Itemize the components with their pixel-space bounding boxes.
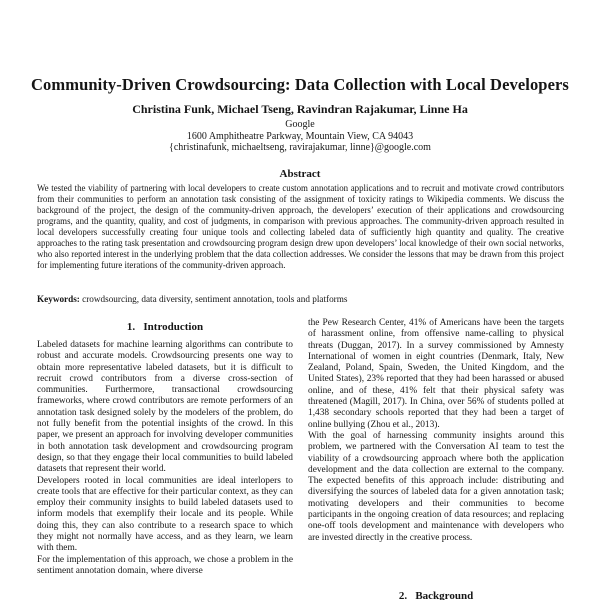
intro-paragraph-1: Labeled datasets for machine learning algorithms can contribute to robust and accurate models. Crowdsourcing presents one way to obtain more representative labeled datasets, but it is difficult to recruit crowd contributors from a diverse cross-section of communities. Furthermore, transactional crowdsourcing frameworks, where crowd contributors are remote performers of an annotation task designed solely by the modelers of the problem, do not fully benefit from the potential insights of the crowd. In this paper, we present an approach for involving developer communities in both annotation task development and crowdsourcing program design, so that they engage their local communities to build labeled datasets that represent their world. bbox=[37, 340, 293, 475]
left-column bbox=[37, 318, 293, 600]
paper-title: Community-Driven Crowdsourcing: Data Collection with Local Developers bbox=[31, 75, 569, 94]
section-2-background-heading: 2. Background bbox=[398, 590, 474, 600]
section-1-introduction-heading: 1. Introduction bbox=[126, 321, 204, 333]
paper-email: {christinafunk, michaeltseng, ravirajakumar, linne}@google.com bbox=[169, 142, 431, 153]
paper-authors: Christina Funk, Michael Tseng, Ravindran Rajakumar, Linne Ha bbox=[132, 102, 468, 116]
continuation-paragraph-1: the Pew Research Center, 41% of Americans have been the targets of harassment online, from offensive name-calling to physical threats (Duggan, 2017). In a survey commissioned by Amnesty International of women in eight countries (Denmark, Italy, New Zealand, Poland, Spain, Sweden, the United Kingdom, and the United States), 23% reported that they had been harassed or abused online, and of these, 41% felt that their physical safety was threatened (Magill, 2017). In China, over 56% of students polled at 1,438 secondary schools reported that they had been a target of online bullying (Zhou et al., 2013). bbox=[308, 318, 564, 430]
right-column bbox=[308, 318, 564, 600]
keywords-text: crowdsourcing, data diversity, sentiment annotation, tools and platforms bbox=[82, 294, 348, 304]
intro-paragraph-2: Developers rooted in local communities are ideal interlopers to create tools that are effective for their particular context, as they can employ their community insights to build labeled datasets used to inform models that exemplify their locale and its people. While doing this, they can also contribute to a research space to which they might not normally have access, and as they learn, we learn with them. bbox=[37, 475, 293, 554]
continuation-paragraph-2: With the goal of harnessing community insights around this problem, we partnered with the Conversation AI team to test the viability of a crowdsourcing approach where both the application development and the data collection are external to the company. The expected benefits of this approach include: distributing and diversifying the sources of labeled data for a given annotation task; motivating developers and their communities to become participants in the ongoing creation of data resources; and replacing one-off tools development and maintenance with developers who are invested directly in the creative process. bbox=[308, 430, 564, 543]
abstract-text: We tested the viability of partnering with local developers to create custom annotation applications and to recruit and motivate crowd contributors from their communities to perform an annotation task consisting of the assignment of toxicity ratings to Wikipedia comments. We discuss the background of the project, the design of the community-driven approach, the developers’ execution of their applications and crowdsourcing programs, and the quantity, quality, and cost of judgments, in comparison with previous approaches. The community-driven approach resulted in local developers successfully creating four unique tools and collecting labeled data of sufficiently high quantity and quality. The creative approaches to the rating task presentation and crowdsourcing program design drew upon developers’ local knowledge of their own social networks, who also reported interest in the underlying problem that the data collection addresses. We consider the lessons that may be drawn from this project for implementing future iterations of the community-driven approach. bbox=[37, 183, 564, 270]
paper-address: 1600 Amphitheatre Parkway, Mountain View, CA 94043 bbox=[186, 130, 414, 142]
intro-paragraph-3: For the implementation of this approach, we chose a problem in the sentiment annotation domain, where diverse bbox=[37, 554, 293, 576]
paper-affiliation: Google bbox=[285, 119, 315, 130]
keywords-label: Keywords: bbox=[37, 294, 80, 304]
keywords-line bbox=[37, 294, 564, 304]
abstract-heading: Abstract bbox=[279, 168, 321, 180]
two-column-body bbox=[37, 318, 564, 600]
